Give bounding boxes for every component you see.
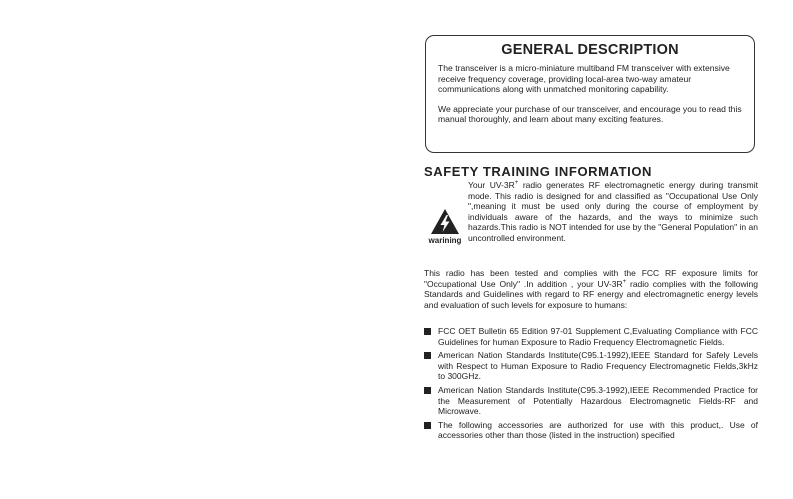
fcc-compliance-paragraph: [424, 268, 758, 310]
square-bullet-icon: [424, 328, 431, 335]
list-item-text: American Nation Standards Institute(C95.1-1992),IEEE Standard for Safely Levels with Respect to Human Exposure to Radio Frequency Electromagnetic Fields,3kHz to 300GHz.: [438, 350, 758, 382]
warning-text-superscript: +: [514, 180, 519, 187]
list-item: [424, 350, 758, 382]
list-item: [424, 326, 758, 347]
square-bullet-icon: [424, 422, 431, 429]
fcc-paragraph-start: This radio has been tested and complies with the FCC RF exposure limits for "Occupational Use Only" .In addition , your UV-3R: [424, 268, 758, 289]
general-description-box: [425, 35, 755, 153]
warning-label: warining: [428, 236, 462, 245]
warning-text-start: Your UV-3R: [468, 180, 515, 190]
warning-text: [468, 180, 758, 243]
general-description-paragraph-2: We appreciate your purchase of our transceiver, and encourage you to read this manual thoroughly, and learn about many exciting features.: [438, 103, 742, 125]
fcc-paragraph-rest: radio complies with the following Standards and Guidelines with regard to RF energy and electromagnetic energy levels and evaluation of such levels for exposure to humans:: [424, 278, 758, 310]
general-description-paragraph-1: The transceiver is a micro-miniature multiband FM transceiver with extensive receive frequency coverage, providing local-area two-way amateur communications along with unmatched monitoring capability.: [438, 63, 730, 95]
list-item: [424, 385, 758, 417]
warning-triangle-lightning-icon: [430, 208, 460, 235]
safety-training-title: SAFETY TRAINING INFORMATION: [424, 164, 653, 179]
warning-text-rest: radio generates RF electromagnetic energy during transmit mode. This radio is designed for and classified as "Occupational Use Only ",meaning it must be used only during the course of employment by individuals aware of the hazards, and the ways to minimize such hazards.This radio is NOT intended for use by the "General Population" in an uncontrolled environment.: [468, 180, 758, 243]
list-item-text: The following accessories are authorized for use with this product,. Use of accessories other than those (listed in the instruction) specified: [438, 419, 758, 441]
square-bullet-icon: [424, 352, 431, 359]
list-item-text: FCC OET Bulletin 65 Edition 97-01 Supplement C,Evaluating Compliance with FCC Guidelines for human Exposure to Radio Frequency Electromagnetic Fields.: [438, 326, 758, 347]
square-bullet-icon: [424, 387, 431, 394]
general-description-title: GENERAL DESCRIPTION: [501, 42, 679, 58]
list-item-text: American Nation Standards Institute(C95.3-1992),IEEE Recommended Practice for the Measurement of Potentially Hazardous Electromagnetic Fields-RF and Microwave.: [438, 384, 758, 417]
list-item: [424, 420, 758, 441]
warning-icon-group: [424, 208, 466, 245]
fcc-paragraph-superscript: +: [622, 278, 627, 285]
warning-block: [424, 180, 764, 270]
standards-list: [424, 326, 758, 444]
